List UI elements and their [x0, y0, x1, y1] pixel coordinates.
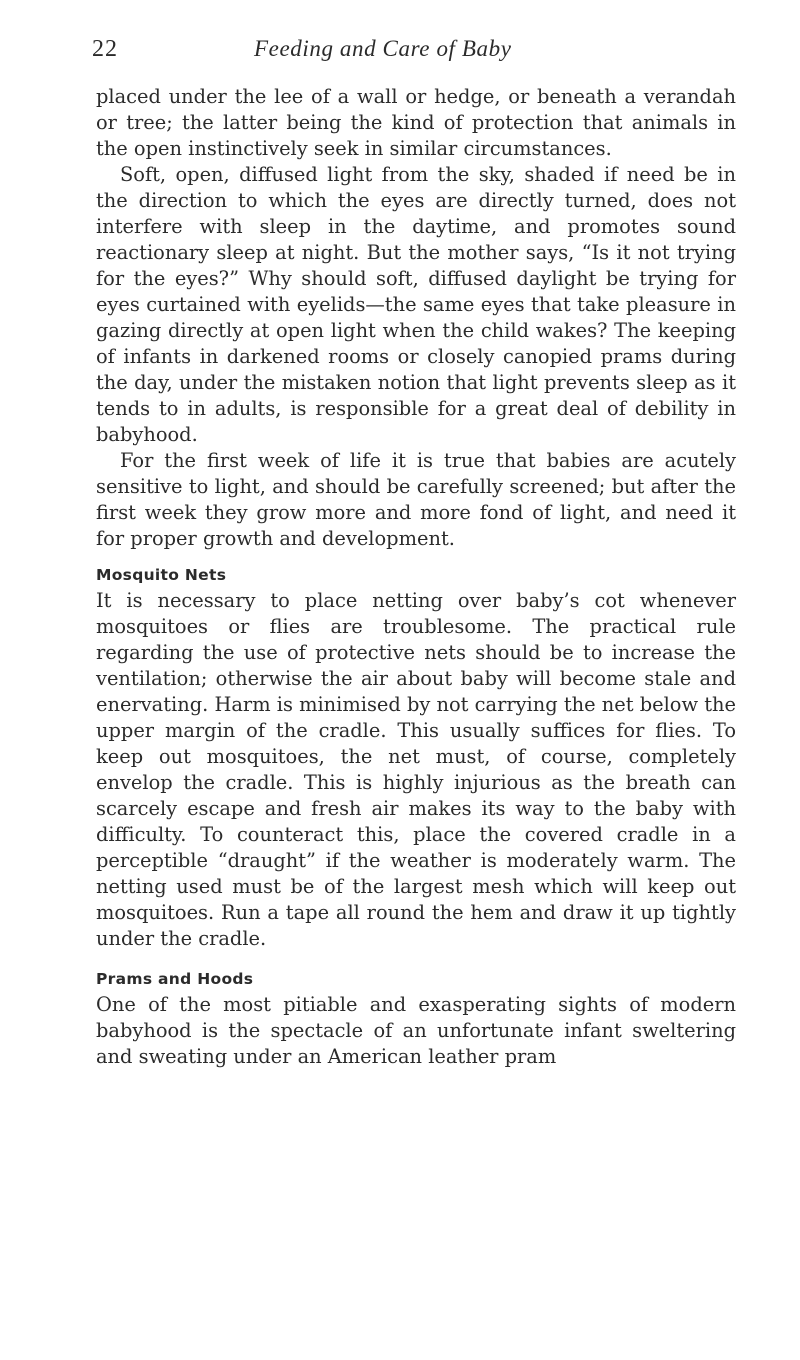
paragraph-diffused-light: Soft, open, diffused light from the sky, shaded if need be in the direction to which the eyes are directly turned, does not interfere with sleep in the daytime, and promotes sound reactionary sleep at night. But the mother says, “Is it not trying for the eyes?” Why should soft, diffused daylight be trying for eyes curtained with eyelids—the same eyes that take pleasure in gazing directly at open light when the child wakes? The keeping of infants in darkened rooms or closely canopied prams during the day, under the mistaken notion that light prevents sleep as it tends to in adults, is responsible for a great deal of debility in babyhood.	[96, 163, 736, 446]
running-title: Feeding and Care of Baby	[254, 36, 512, 61]
paragraph-prams-and-hoods: One of the most pitiable and exasperating sights of modern babyhood is the spectacle of an unfortunate infant sweltering and sweating under an American leather pram	[96, 993, 736, 1068]
paragraph-first-week: For the first week of life it is true that babies are acutely sensitive to light, and should be carefully screened; but after the first week they grow more and more fond of light, and need it for proper growth and development.	[96, 449, 736, 550]
paragraph-continued: placed under the lee of a wall or hedge, or beneath a verandah or tree; the latter being the kind of protection that animals in the open instinctively seek in similar circumstances.	[96, 85, 736, 160]
section-heading-mosquito-nets: Mosquito Nets	[96, 566, 227, 584]
page-number: 22	[92, 36, 118, 62]
running-head	[92, 36, 736, 68]
paragraph-mosquito-nets: It is necessary to place netting over baby’s cot whenever mosquitoes or flies are troublesome. The practical rule regarding the use of protective nets should be to increase the ventilation; otherwise the air about baby will become stale and enervating. Harm is minimised by not carrying the net below the upper margin of the cradle. This usually suffices for flies. To keep out mosquitoes, the net must, of course, completely envelop the cradle. This is highly injurious as the breath can scarcely escape and fresh air makes its way to the baby with difficulty. To counteract this, place the covered cradle in a perceptible “draught” if the weather is moderately warm. The netting used must be of the largest mesh which will keep out mosquitoes. Run a tape all round the hem and draw it up tightly under the cradle.	[96, 589, 736, 950]
section-heading-prams-and-hoods: Prams and Hoods	[96, 970, 254, 988]
body-text	[96, 84, 736, 1070]
book-page	[92, 0, 736, 1360]
